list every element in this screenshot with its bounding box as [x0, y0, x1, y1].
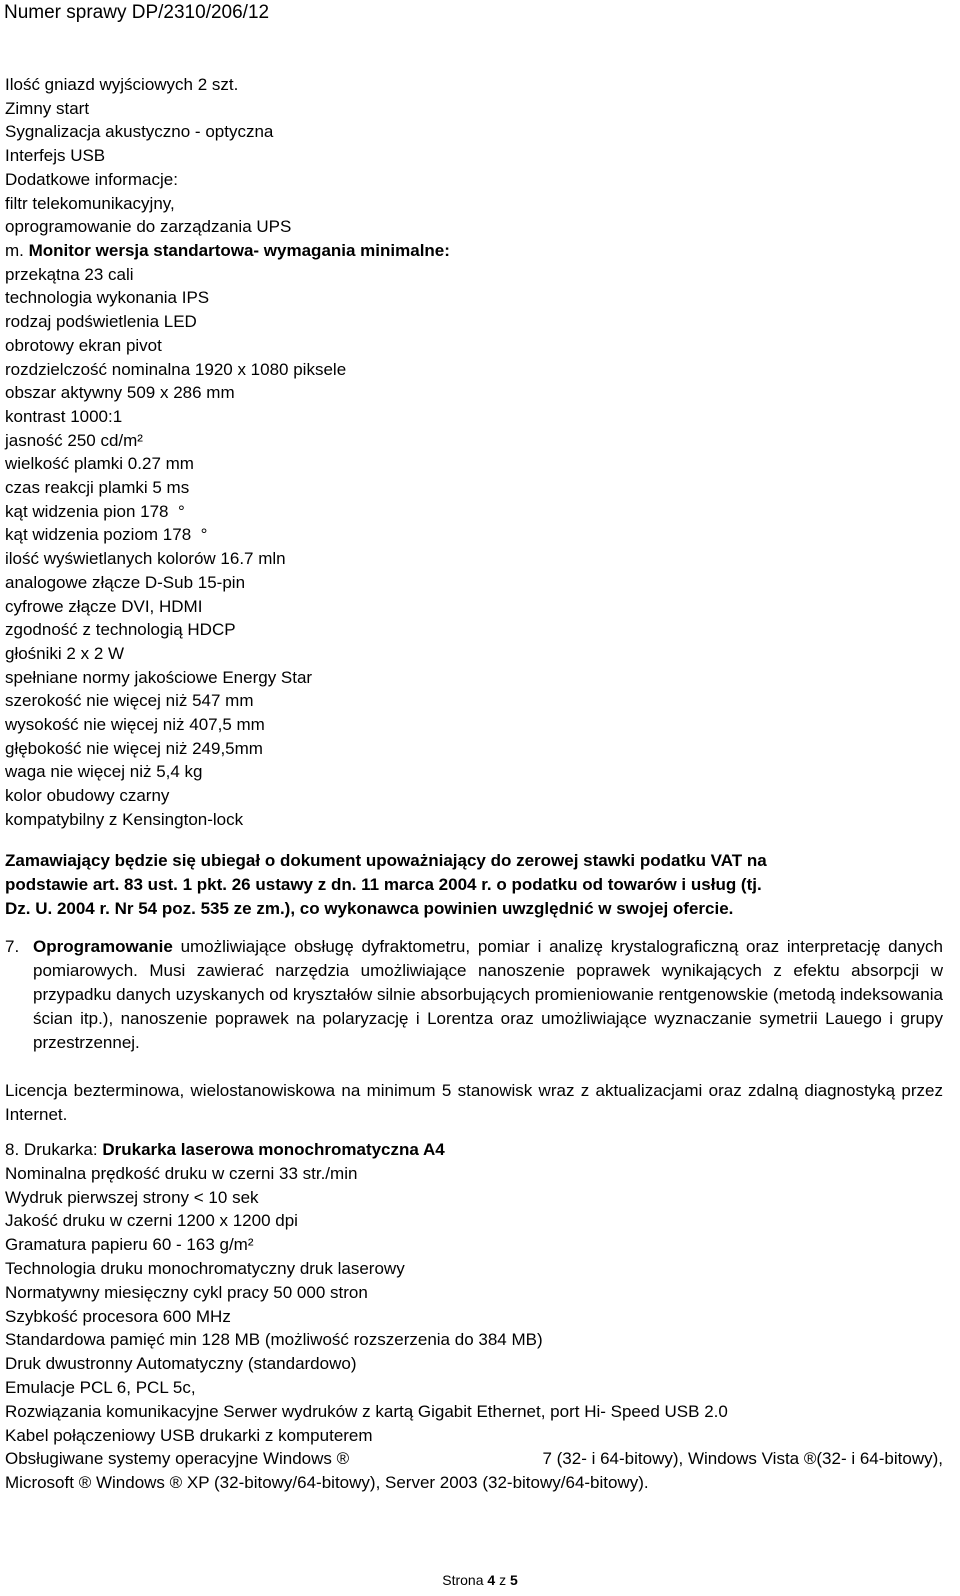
printer-spec-line: Druk dwustronny Automatyczny (standardowo)	[5, 1354, 357, 1374]
ups-spec-line: oprogramowanie do zarządzania UPS	[5, 217, 292, 237]
monitor-spec-line: czas reakcji plamki 5 ms	[5, 478, 190, 498]
monitor-spec-line: waga nie więcej niż 5,4 kg	[5, 762, 203, 782]
degree-symbol: °	[200, 525, 208, 545]
printer-spec-line: Kabel połączeniowy USB drukarki z komputerem	[5, 1425, 373, 1445]
monitor-spec-line: głębokość nie więcej niż 249,5mm	[5, 738, 263, 758]
item7-text: umożliwiające obsługę dyfraktometru, pomiar i analizę krystalograficzną oraz interpretację danych pomiarowych. Musi zawierać narzędzia umożliwiające nanoszenie poprawek wynikających z efektu absorpcji w przypadku danych uzyskanych od kryształów silnie absorbujących promieniowanie rentgenowskie (metodą indeksowania ścian itp.), nanoszenie poprawek na polaryzację i Lorentza oraz umożliwiające wyznaczanie symetrii Lauego i grupy przestrzennej.	[33, 937, 943, 1052]
ups-spec-line: Interfejs USB	[5, 146, 106, 166]
printer-spec-line: Gramatura papieru 60 - 163 g/m²	[5, 1235, 254, 1255]
printer-os-line-2: Microsoft ® Windows ® XP (32-bitowy/64-bitowy), Server 2003 (32-bitowy/64-bitowy).	[5, 1473, 649, 1493]
vat-notice-line: Dz. U. 2004 r. Nr 54 poz. 535 ze zm.), co wykonawca powinien uwzględnić w swojej ofercie.	[5, 899, 734, 918]
monitor-spec-line: głośniki 2 x 2 W	[5, 643, 125, 663]
degree-symbol: °	[177, 501, 185, 521]
registered-symbol: ®	[78, 1473, 92, 1493]
monitor-spec-line: wielkość plamki 0.27 mm	[5, 454, 194, 474]
printer-spec-line: Wydruk pierwszej strony < 10 sek	[5, 1187, 259, 1207]
item8-title-line	[5, 1138, 955, 1162]
item7-label: Oprogramowanie	[33, 937, 173, 956]
monitor-spec-line: wysokość nie więcej niż 407,5 mm	[5, 715, 265, 735]
printer-spec-line: Szybkość procesora 600 MHz	[5, 1306, 231, 1326]
monitor-spec-line: kompatybilny z Kensington-lock	[5, 809, 244, 829]
ups-spec-list	[5, 73, 955, 239]
monitor-spec-line: obrotowy ekran pivot	[5, 335, 162, 355]
monitor-spec-line: spełniane normy jakościowe Energy Star	[5, 667, 313, 687]
printer-spec-line: Normatywny miesięczny cykl pracy 50 000 stron	[5, 1282, 368, 1302]
monitor-prefix: m.	[5, 241, 29, 260]
monitor-spec-line: rozdzielczość nominalna 1920 x 1080 piksele	[5, 359, 347, 379]
item8-title: Drukarka laserowa monochromatyczna A4	[102, 1140, 445, 1159]
monitor-spec-line: analogowe złącze D-Sub 15-pin	[5, 572, 246, 592]
printer-spec-line: Standardowa pamięć min 128 MB (możliwość rozszerzenia do 384 MB)	[5, 1330, 543, 1350]
item7-license: Licencja bezterminowa, wielostanowiskowa na minimum 5 stanowisk wraz z aktualizacjami oraz zdalną diagnostyką przez Internet.	[5, 1081, 943, 1124]
item8-number: 8.	[5, 1140, 20, 1159]
vat-notice-line: podstawie art. 83 ust. 1 pkt. 26 ustawy z dn. 11 marca 2004 r. o podatku od towarów i usług (tj.	[5, 875, 762, 894]
monitor-spec-line: obszar aktywny 509 x 286 mm	[5, 383, 235, 403]
footer-label: Strona	[442, 1572, 484, 1588]
monitor-title-line	[5, 239, 955, 263]
monitor-spec-line: kolor obudowy czarny	[5, 786, 170, 806]
footer-of: z	[499, 1572, 507, 1588]
printer-spec-line: Emulacje PCL 6, PCL 5c,	[5, 1377, 196, 1397]
monitor-spec-line: kąt widzenia poziom 178 °	[5, 525, 208, 545]
item7-paragraph	[33, 935, 943, 1055]
printer-spec-line: Jakość druku w czerni 1200 x 1200 dpi	[5, 1211, 298, 1231]
printer-os-line-1: Obsługiwane systemy operacyjne Windows ® 7 (32- i 64-bitowy), Windows Vista ®(32- i 64-bitowy),	[5, 1449, 943, 1469]
footer-page-number: 4	[487, 1572, 496, 1588]
registered-symbol: ®	[803, 1449, 817, 1469]
ups-spec-line: Ilość gniazd wyjściowych 2 szt.	[5, 75, 239, 94]
item7-number: 7.	[5, 937, 20, 956]
item8-label: Drukarka:	[23, 1140, 98, 1159]
printer-spec-line: Technologia druku monochromatyczny druk laserowy	[5, 1258, 405, 1278]
monitor-spec-line: zgodność z technologią HDCP	[5, 620, 236, 640]
printer-spec-line: Nominalna prędkość druku w czerni 33 str./min	[5, 1163, 358, 1183]
page-footer	[0, 1571, 960, 1589]
monitor-spec-list	[5, 239, 955, 832]
ups-spec-line: Zimny start	[5, 98, 90, 118]
vat-notice-line: Zamawiający będzie się ubiegał o dokument upoważniający do zerowej stawki podatku VAT na	[5, 851, 767, 870]
monitor-spec-line: jasność 250 cd/m²	[5, 430, 143, 450]
monitor-title: Monitor wersja standartowa- wymagania minimalne:	[28, 241, 450, 260]
printer-spec-line: Rozwiązania komunikacyjne Serwer wydruków z kartą Gigabit Ethernet, port Hi- Speed USB 2.0	[5, 1401, 728, 1421]
monitor-spec-line: kontrast 1000:1	[5, 406, 123, 426]
monitor-spec-line: cyfrowe złącze DVI, HDMI	[5, 596, 203, 616]
ups-spec-line: Dodatkowe informacje:	[5, 169, 178, 189]
monitor-spec-line: przekątna 23 cali	[5, 264, 134, 284]
footer-total-pages: 5	[509, 1572, 518, 1588]
monitor-spec-line: kąt widzenia pion 178 °	[5, 501, 185, 521]
monitor-spec-line: szerokość nie więcej niż 547 mm	[5, 691, 254, 711]
item8-spec-list	[5, 1138, 955, 1495]
vat-notice	[5, 849, 955, 921]
registered-symbol: ®	[169, 1473, 183, 1493]
monitor-spec-line: ilość wyświetlanych kolorów 16.7 mln	[5, 549, 286, 569]
registered-symbol: ®	[336, 1449, 350, 1469]
monitor-spec-line: rodzaj podświetlenia LED	[5, 312, 197, 332]
document-header: Numer sprawy DP/2310/206/12	[4, 2, 270, 23]
ups-spec-line: Sygnalizacja akustyczno - optyczna	[5, 122, 274, 142]
monitor-spec-line: technologia wykonania IPS	[5, 288, 210, 308]
ups-spec-line: filtr telekomunikacyjny,	[5, 193, 175, 213]
